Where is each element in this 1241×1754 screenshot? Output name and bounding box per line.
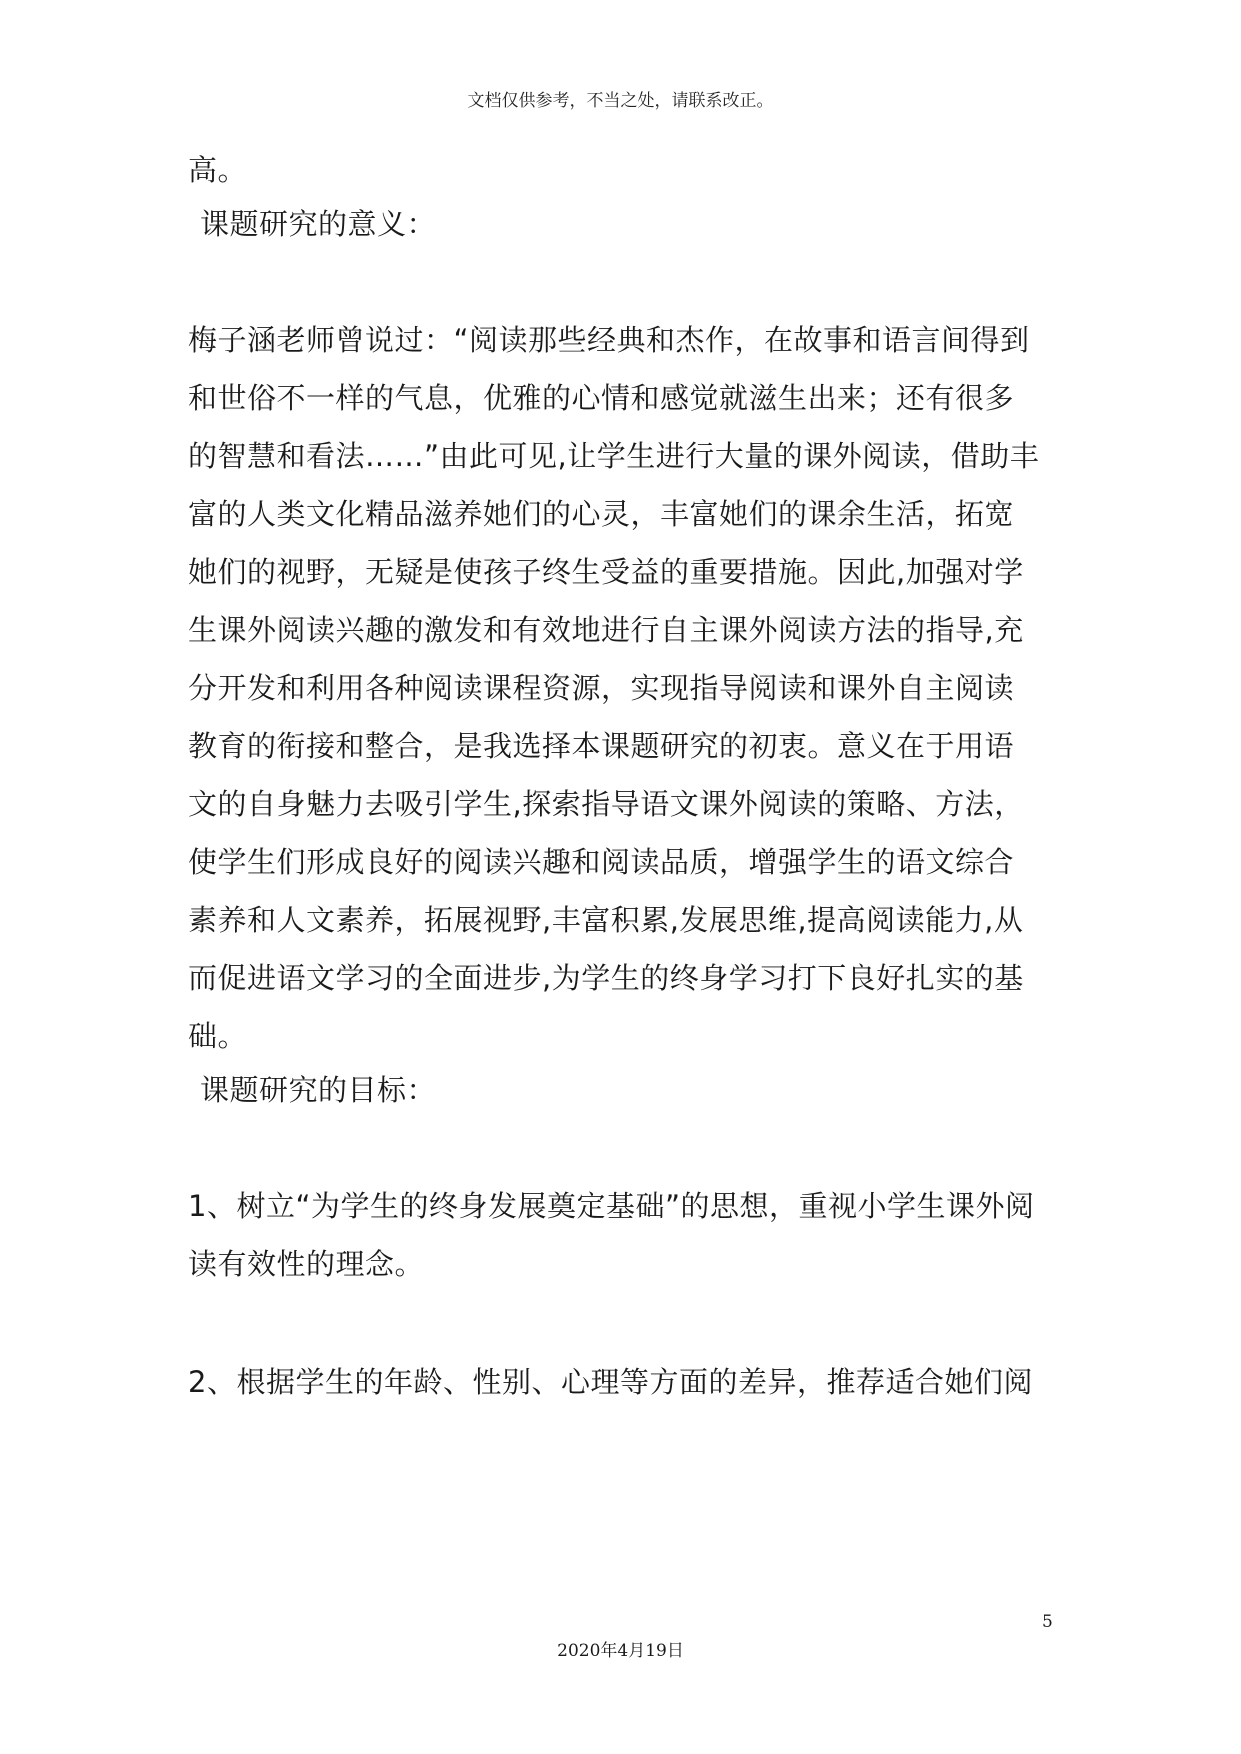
paragraph-line: 础。 xyxy=(188,1019,248,1053)
section-heading-significance: 课题研究的意义： xyxy=(200,207,437,241)
paragraph-line: 她们的视野，无疑是使孩子终生受益的重要措施。因此,加强对学 xyxy=(188,555,1024,589)
section-heading-goals: 课题研究的目标： xyxy=(200,1073,437,1107)
list-item-line: 读有效性的理念。 xyxy=(188,1247,425,1281)
paragraph-line: 梅子涵老师曾说过：“阅读那些经典和杰作，在故事和语言间得到 xyxy=(188,323,1030,357)
page-number: 5 xyxy=(1042,1612,1053,1632)
paragraph-line: 文的自身魅力去吸引学生,探索指导语文课外阅读的策略、方法， xyxy=(188,787,1024,821)
page-header-disclaimer: 文档仅供参考，不当之处，请联系改正。 xyxy=(467,91,774,111)
paragraph-line: 生课外阅读兴趣的激发和有效地进行自主课外阅读方法的指导,充 xyxy=(188,613,1024,647)
body-line-continuation: 高。 xyxy=(188,153,248,187)
paragraph-line: 教育的衔接和整合，是我选择本课题研究的初衷。意义在于用语 xyxy=(188,729,1015,763)
paragraph-line: 分开发和利用各种阅读课程资源，实现指导阅读和课外自主阅读 xyxy=(188,671,1015,705)
paragraph-line: 素养和人文素养，拓展视野,丰富积累,发展思维,提高阅读能力,从 xyxy=(188,903,1024,937)
list-item-line: 1、树立“为学生的终身发展奠定基础”的思想，重视小学生课外阅 xyxy=(188,1189,1035,1223)
paragraph-line: 的智慧和看法……”由此可见,让学生进行大量的课外阅读，借助丰 xyxy=(188,439,1040,473)
paragraph-line: 而促进语文学习的全面进步,为学生的终身学习打下良好扎实的基 xyxy=(188,961,1024,995)
paragraph-line: 和世俗不一样的气息，优雅的心情和感觉就滋生出来；还有很多 xyxy=(188,381,1015,415)
paragraph-line: 富的人类文化精品滋养她们的心灵，丰富她们的课余生活，拓宽 xyxy=(188,497,1015,531)
footer-date: 2020年4月19日 xyxy=(557,1641,684,1661)
paragraph-line: 使学生们形成良好的阅读兴趣和阅读品质，增强学生的语文综合 xyxy=(188,845,1015,879)
list-item-line: 2、根据学生的年龄、性别、心理等方面的差异，推荐适合她们阅 xyxy=(188,1365,1033,1399)
